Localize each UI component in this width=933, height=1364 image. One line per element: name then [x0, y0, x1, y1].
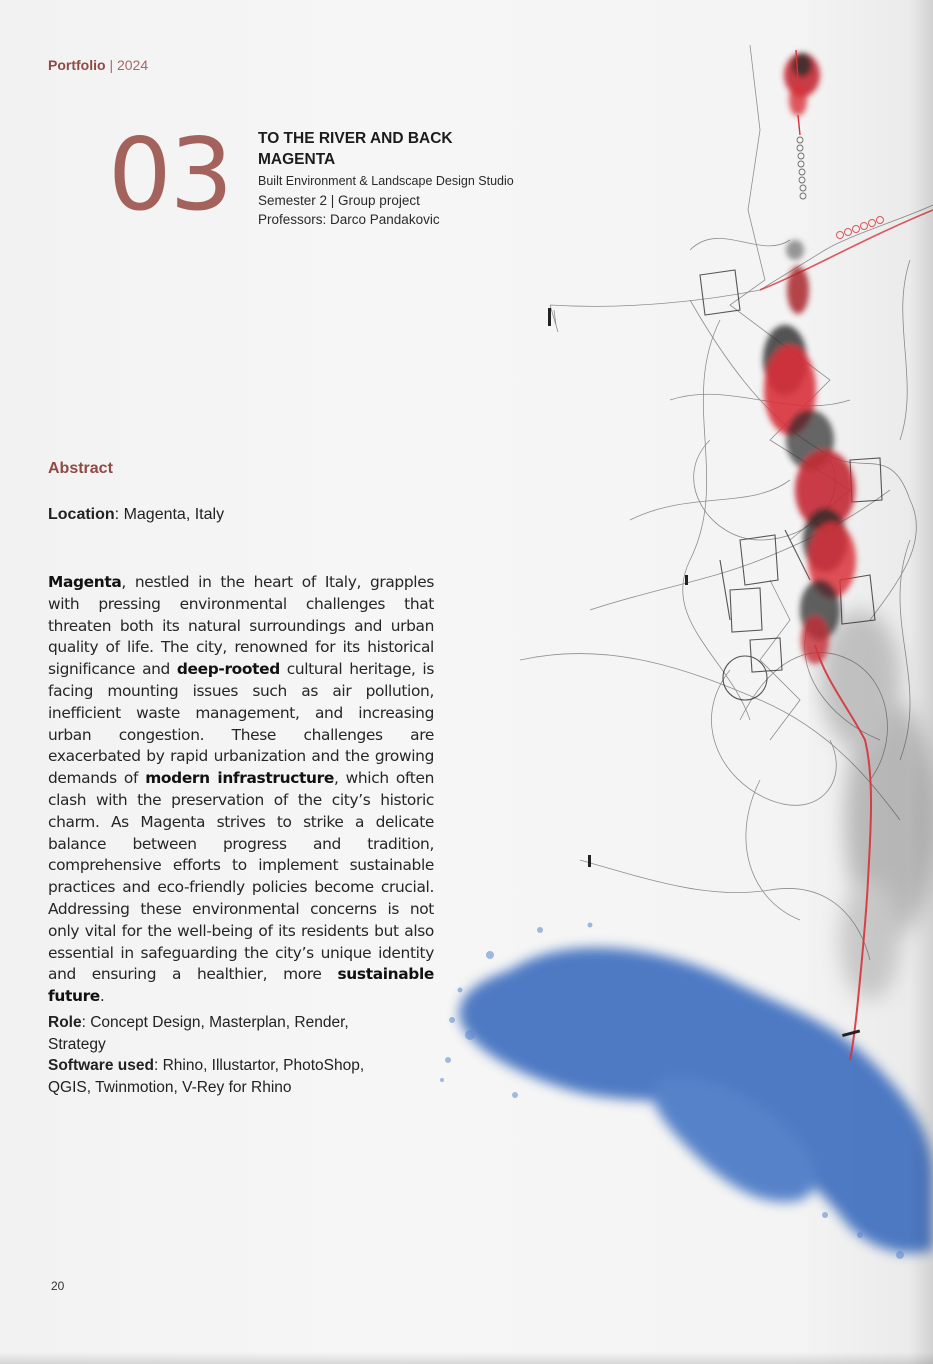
header-separator: | — [109, 57, 114, 73]
project-title: TO THE RIVER AND BACK — [258, 130, 453, 147]
portfolio-header — [48, 57, 148, 73]
role-line — [48, 1012, 408, 1055]
abstract-segment: sustainable future — [48, 965, 434, 1006]
location-value: : Magenta, Italy — [114, 506, 225, 523]
project-subtitle: MAGENTA — [258, 151, 336, 168]
software-value: : Rhino, Illustartor, PhotoShop, QGIS, Twinmotion, V-Rey for Rhino — [48, 1057, 365, 1096]
portfolio-brand: Portfolio — [48, 57, 106, 73]
project-studio: Built Environment & Landscape Design Studio — [258, 174, 514, 188]
abstract-segment: , which often clash with the preservation of the city’s historic charm. As Magenta strives to strike a delicate balance between progress and tradition, comprehensive efforts to implement sustainable practices and eco-friendly policies become crucial. Addressing these environmental concerns is not only vital for the well-being of its residents but also essential in safeguarding the city’s unique identity and ensuring a healthier, more — [48, 769, 434, 984]
software-label: Software used — [48, 1057, 154, 1074]
river-sketch-illustration — [430, 20, 933, 1280]
abstract-segment: Magenta — [48, 573, 122, 591]
abstract-segment: . — [99, 987, 105, 1006]
abstract-paragraph — [48, 572, 434, 1008]
software-line — [48, 1055, 408, 1098]
red-road-line — [760, 210, 933, 290]
project-semester: Semester 2 | Group project — [258, 193, 420, 208]
abstract-segment: modern infrastructure — [145, 769, 334, 788]
abstract-segment: , nestled in the heart of Italy, grapples with pressing environmental challenges that threaten both its natural surroundings and urban quality of life. The city, renowned for its historical significance and — [48, 573, 434, 679]
abstract-heading: Abstract — [48, 460, 113, 477]
location-line — [48, 506, 224, 524]
abstract-segment: cultural heritage, is facing mounting issues such as air pollution, inefficient waste management, and increasing urban congestion. These challenges are exacerbated by rapid urbanization and the growing demands of — [48, 660, 434, 788]
abstract-segment: deep-rooted — [176, 660, 280, 679]
portfolio-year: 2024 — [116, 57, 149, 73]
page-edge-shadow — [909, 0, 933, 1364]
page-number: 20 — [51, 1279, 65, 1293]
project-number: 03 — [108, 116, 232, 233]
role-value: : Concept Design, Masterplan, Render, Strategy — [48, 1014, 349, 1053]
role-label: Role — [48, 1014, 82, 1031]
pencil-chain — [797, 137, 806, 199]
page-bottom-edge — [0, 1352, 933, 1364]
location-label: Location — [48, 506, 115, 523]
project-professors: Professors: Darco Pandakovic — [258, 212, 440, 227]
